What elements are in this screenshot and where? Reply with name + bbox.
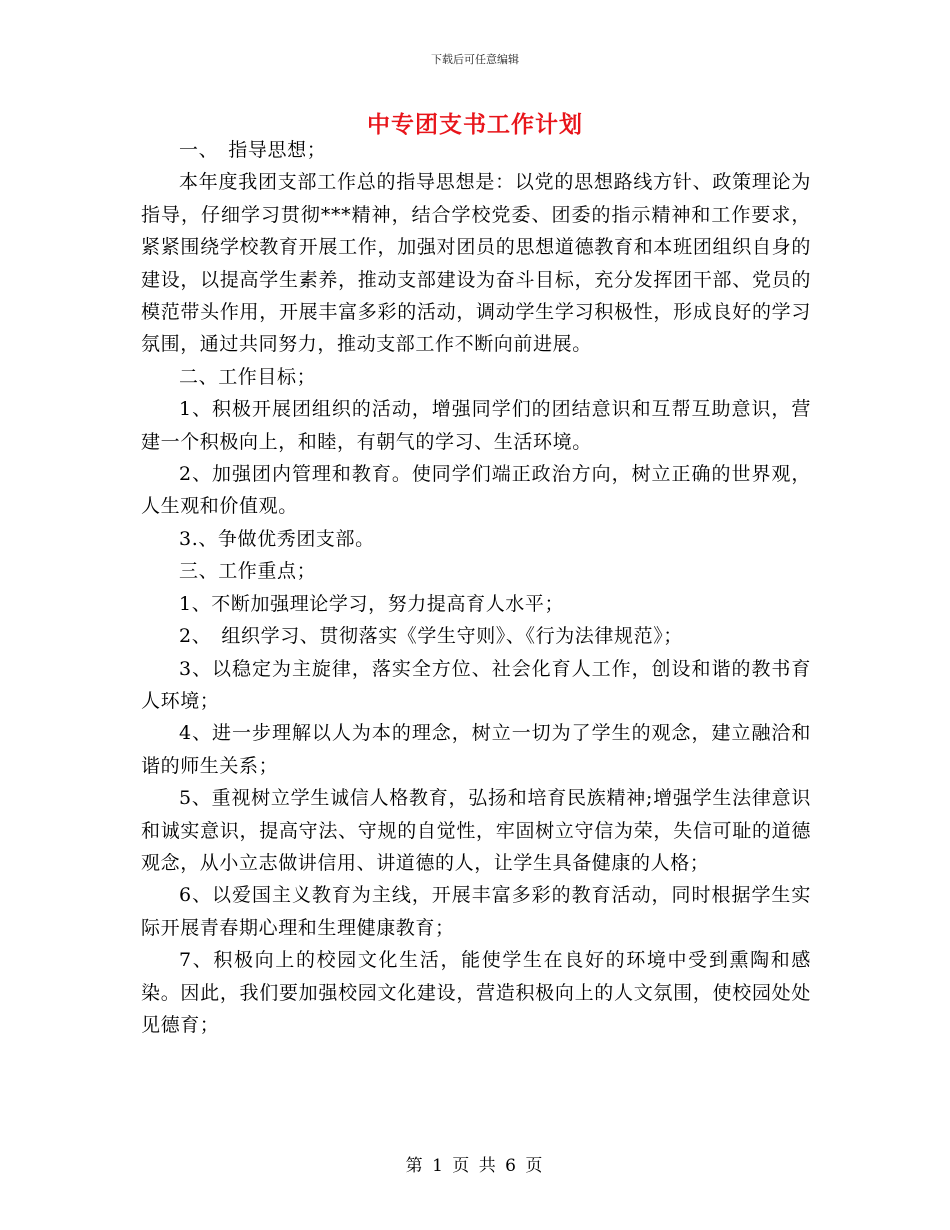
- paragraph-section-3-heading: 三、工作重点；: [179, 560, 317, 583]
- paragraph-focus-6: 6、以爱国主义教育为主线，开展丰富多彩的教育活动，同时根据学生实际开展青春期心理和生理健康教育；: [141, 884, 811, 939]
- paragraph-focus-7: 7、积极向上的校园文化生活，能使学生在良好的环境中受到熏陶和感染。因此，我们要加强校园文化建设，营造积极向上的人文氛围，使校园处处见德育；: [141, 949, 811, 1036]
- paragraph-focus-3: 3、以稳定为主旋律，落实全方位、社会化育人工作，创设和谐的教书育人环境；: [141, 657, 811, 712]
- page-number-footer: 第 1 页 共 6 页: [405, 1156, 545, 1176]
- paragraph-focus-5: 5、重视树立学生诚信人格教育，弘扬和培育民族精神;增强学生法律意识和诚实意识，提高守法、守规的自觉性，牢固树立守信为荣，失信可耻的道德观念，从小立志做讲信用、讲道德的人，让学生具备健康的人格；: [141, 787, 811, 874]
- paragraph-goal-1: 1、积极开展团组织的活动，增强同学们的团结意识和互帮互助意识，营建一个积极向上，和睦，有朝气的学习、生活环境。: [141, 398, 811, 453]
- paragraph-focus-4: 4、进一步理解以人为本的理念，树立一切为了学生的观念，建立融洽和谐的师生关系；: [141, 722, 811, 777]
- document-title: 中专团支书工作计划: [367, 111, 583, 138]
- paragraph-section-1-heading: 一、 指导思想；: [179, 139, 327, 161]
- paragraph-focus-1: 1、不断加强理论学习，努力提高育人水平；: [179, 592, 565, 615]
- paragraph-goal-2: 2、加强团内管理和教育。使同学们端正政治方向，树立正确的世界观，人生观和价值观。: [141, 463, 811, 518]
- paragraph-focus-2: 2、 组织学习、贯彻落实《学生守则》、《行为法律规范》；: [179, 625, 683, 648]
- document-body: [141, 134, 811, 1041]
- paragraph-section-2-heading: 二、工作目标；: [179, 365, 317, 388]
- paragraph-goal-3: 3.、争做优秀团支部。: [179, 527, 375, 550]
- paragraph-guiding-ideology: 本年度我团支部工作总的指导思想是：以党的思想路线方针、政策理论为指导，仔细学习贯彻***精神，结合学校党委、团委的指示精神和工作要求，紧紧围绕学校教育开展工作，加强对团员的思想道德教育和本班团组织自身的建设，以提高学生素养，推动支部建设为奋斗目标，充分发挥团干部、党员的模范带头作用，开展丰富多彩的活动，调动学生学习积极性，形成良好的学习氛围，通过共同努力，推动支部工作不断向前进展。: [141, 171, 811, 356]
- header-note: 下载后可任意编辑: [431, 53, 519, 66]
